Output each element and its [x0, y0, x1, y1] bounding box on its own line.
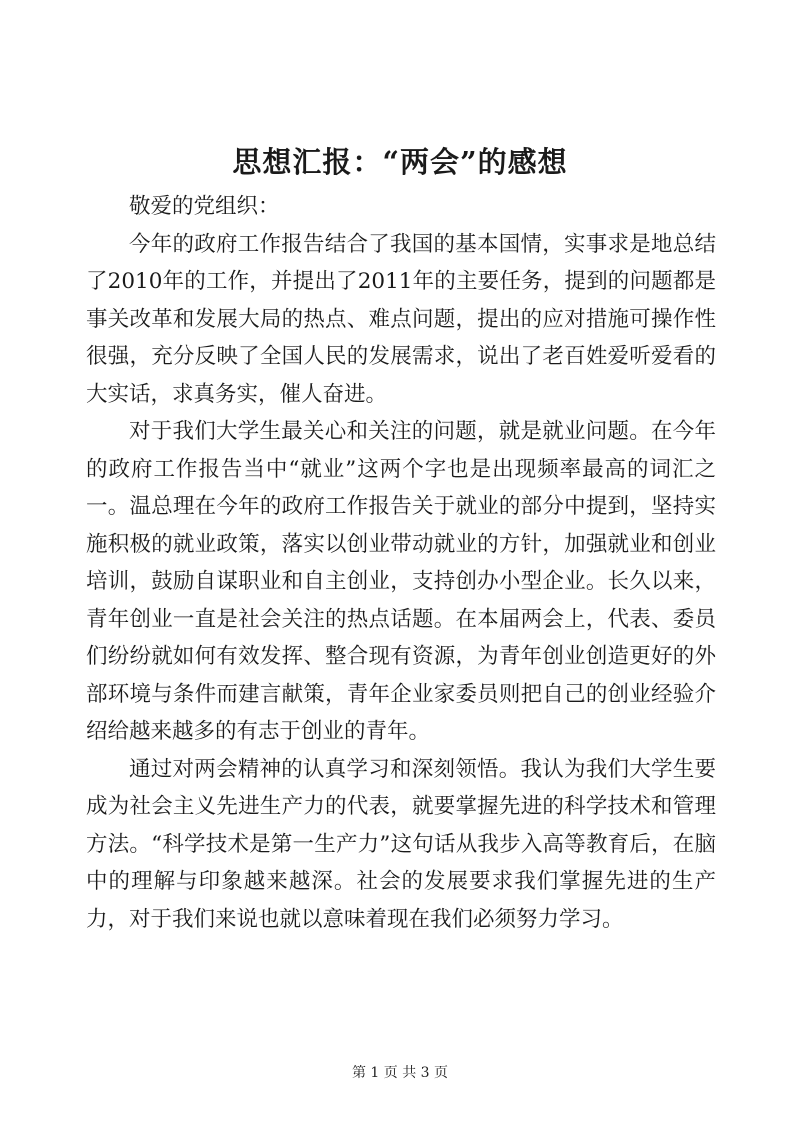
paragraph: 对于我们大学生最关心和关注的问题，就是就业问题。在今年的政府工作报告当中“就业”这两个字也是出现频率最高的词汇之一。温总理在今年的政府工作报告关于就业的部分中提到，坚持实施积极的就业政策，落实以创业带动就业的方针，加强就业和创业培训，鼓励自谋职业和自主创业，支持创办小型企业。长久以来，青年创业一直是社会关注的热点话题。在本届两会上，代表、委员们纷纷就如何有效发挥、整合现有资源，为青年创业创造更好的外部环境与条件而建言献策，青年企业家委员则把自己的创业经验介绍给越来越多的有志于创业的青年。	[86, 419, 716, 744]
page-number-footer: 第 1 页 共 3 页	[351, 1065, 449, 1081]
salutation: 敬爱的党组织：	[129, 194, 280, 219]
document-body	[86, 188, 716, 938]
document-title: 思想汇报：“两会”的感想	[232, 145, 568, 179]
paragraph: 通过对两会精神的认真学习和深刻领悟。我认为我们大学生要成为社会主义先进生产力的代表，就要掌握先进的科学技术和管理方法。“科学技术是第一生产力”这句话从我步入高等教育后，在脑中的理解与印象越来越深。社会的发展要求我们掌握先进的生产力，对于我们来说也就以意味着现在我们必须努力学习。	[86, 756, 716, 932]
paragraph: 今年的政府工作报告结合了我国的基本国情，实事求是地总结了2010年的工作，并提出了2011年的主要任务，提到的问题都是事关改革和发展大局的热点、难点问题，提出的应对措施可操作性很强，充分反映了全国人民的发展需求，说出了老百姓爱听爱看的大实话，求真务实，催人奋进。	[86, 231, 716, 407]
